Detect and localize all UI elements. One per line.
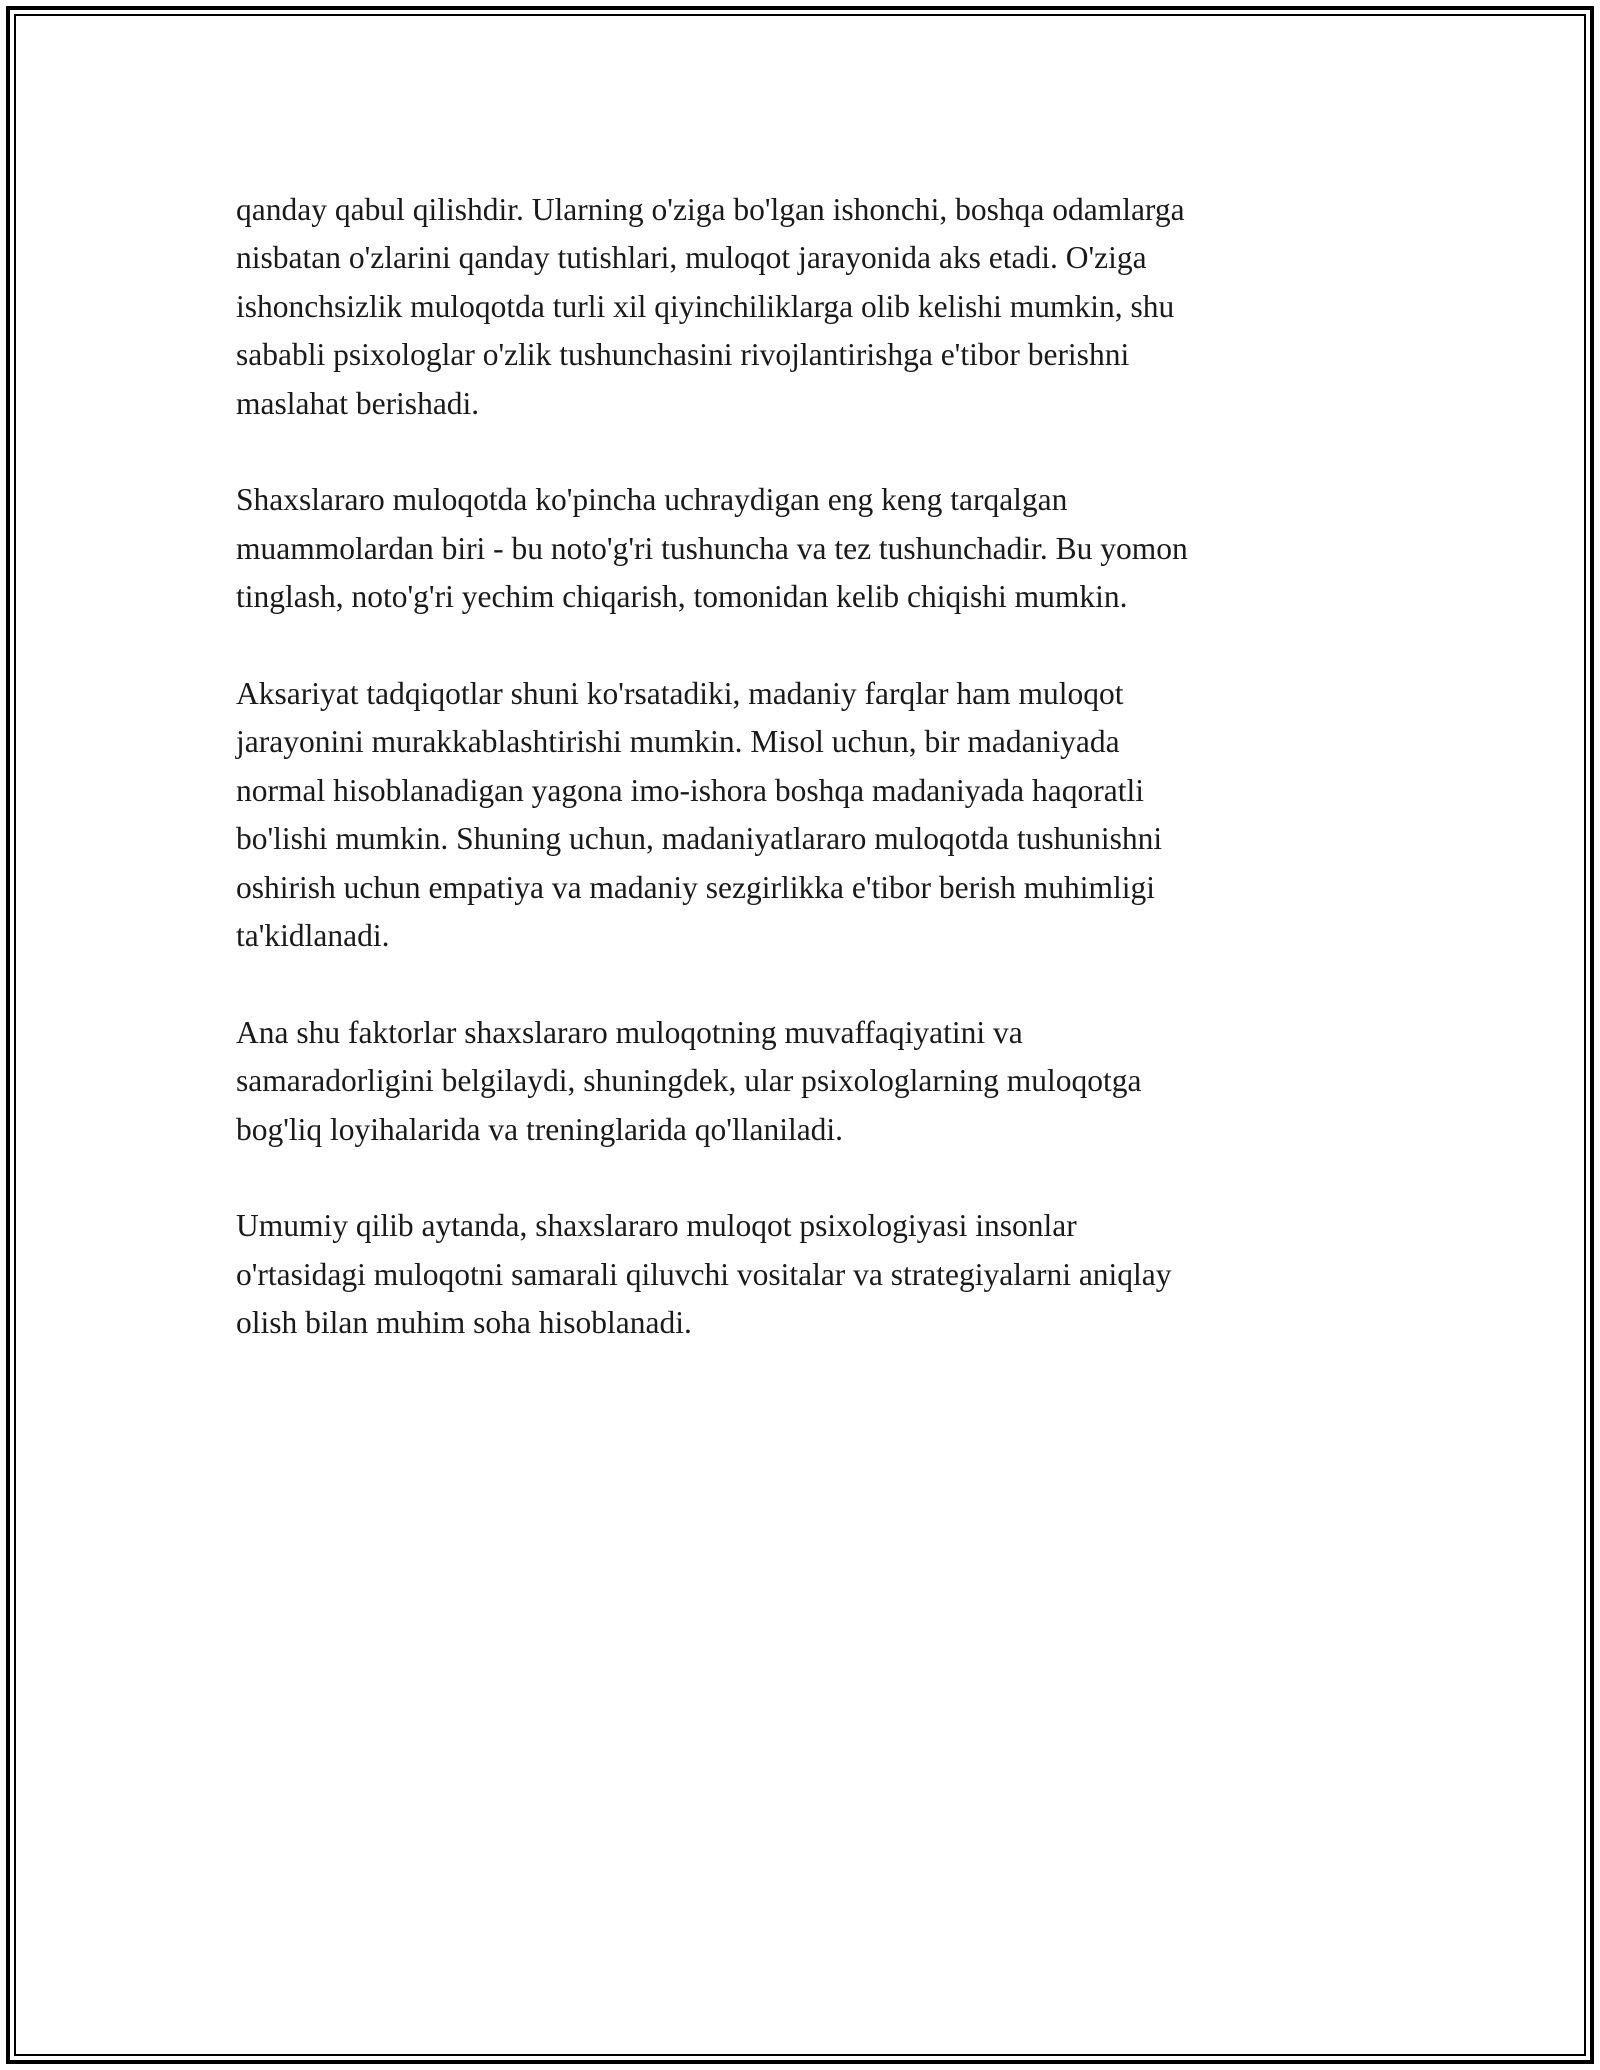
paragraph-2: Shaxslararo muloqotda ko'pincha uchraydigan eng keng tarqalgan muammolardan biri - bu noto'g'ri tushuncha va tez tushunchadir. Bu yomon tinglash, noto'g'ri yechim chiqarish, tomonidan kelib chiqishi mumkin. <box>236 482 1188 615</box>
paragraph-4: Ana shu faktorlar shaxslararo muloqotning muvaffaqiyatini va samaradorligini belgilaydi, shuningdek, ular psixologlarning muloqotga bog'liq loyihalarida va treninglarida qo'llaniladi. <box>236 1014 1142 1147</box>
paragraph-5: Umumiy qilib aytanda, shaxslararo muloqot psixologiyasi insonlar o'rtasidagi muloqotni samarali qiluvchi vositalar va strategiyalarni aniqlay olish bilan muhim soha hisoblanadi. <box>236 1208 1172 1341</box>
document-body <box>236 186 1366 1348</box>
paragraph-1: qanday qabul qilishdir. Ularning o'ziga bo'lgan ishonchi, boshqa odamlarga nisbatan o'zlarini qanday tutishlari, muloqot jarayonida aks etadi. O'ziga ishonchsizlik muloqotda turli xil qiyinchiliklarga olib kelishi mumkin, shu sababli psixologlar o'zlik tushunchasini rivojlantirishga e'tibor berishni maslahat berishadi. <box>236 192 1185 421</box>
paragraph-3: Aksariyat tadqiqotlar shuni ko'rsatadiki, madaniy farqlar ham muloqot jarayonini murakkablashtirishi mumkin. Misol uchun, bir madaniyada normal hisoblanadigan yagona imo-ishora boshqa madaniyada haqoratli bo'lishi mumkin. Shuning uchun, madaniyatlararo muloqotda tushunishni oshirish uchun empatiya va madaniy sezgirlikka e'tibor berish muhimligi ta'kidlanadi. <box>236 676 1163 954</box>
